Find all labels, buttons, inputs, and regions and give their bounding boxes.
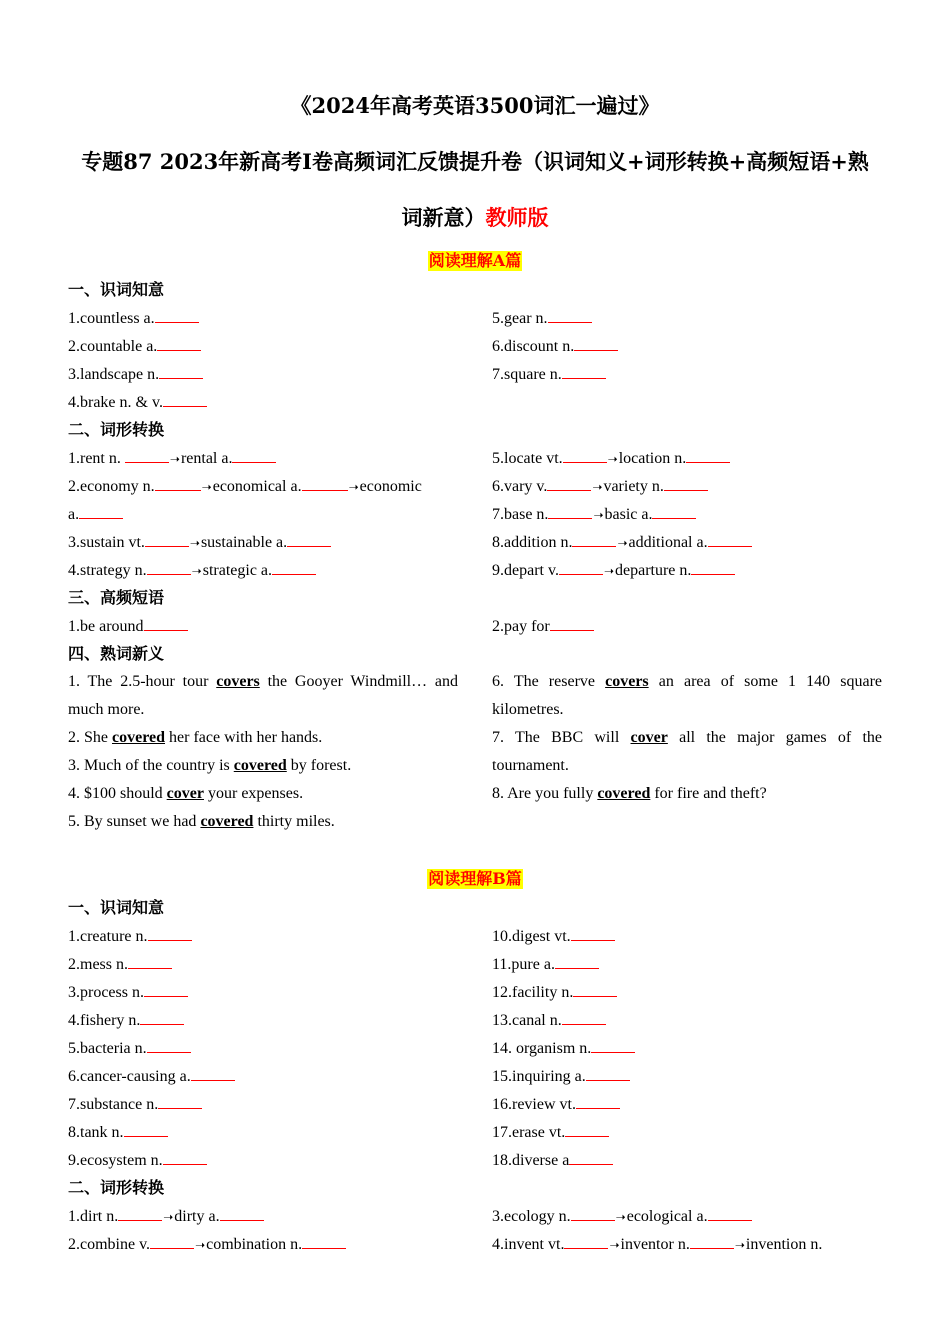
word-form-item: 4.strategy n. ➝strategic a. bbox=[68, 556, 492, 584]
answer-blank[interactable] bbox=[79, 500, 123, 519]
section-a-part2-heading: 二、词形转换 bbox=[68, 420, 165, 439]
arrow-right-icon: ➝ bbox=[609, 1238, 620, 1252]
vocab-item: 7.square n. bbox=[492, 360, 882, 388]
vocab-item: 9.ecosystem n. bbox=[68, 1146, 492, 1174]
arrow-right-icon: ➝ bbox=[169, 452, 180, 466]
section-b-part1-right bbox=[492, 922, 882, 1174]
section-a-part4-right bbox=[492, 668, 882, 836]
arrow-right-icon: ➝ bbox=[195, 1238, 206, 1252]
sentence-item: 7. The BBC will cover all the major games of the tournament. bbox=[492, 729, 882, 774]
vocab-item: 2.countable a. bbox=[68, 332, 492, 360]
word-form-item: 3.ecology n. ➝ecological a. bbox=[492, 1202, 882, 1230]
vocab-item: 6.discount n. bbox=[492, 332, 882, 360]
arrow-right-icon: ➝ bbox=[593, 508, 604, 522]
answer-blank[interactable] bbox=[302, 1230, 346, 1249]
answer-blank[interactable] bbox=[287, 528, 331, 547]
word-form-item: 2.combine v. ➝combination n. bbox=[68, 1230, 492, 1258]
word-form-item: 4.invent vt. ➝inventor n. ➝invention n. bbox=[492, 1230, 882, 1258]
keyword: covered bbox=[200, 813, 254, 830]
word-form-item: 3.sustain vt. ➝sustainable a. bbox=[68, 528, 492, 556]
section-b-part2-grid bbox=[68, 1202, 882, 1258]
section-b-part1-grid bbox=[68, 922, 882, 1174]
arrow-right-icon: ➝ bbox=[191, 564, 202, 578]
answer-blank[interactable] bbox=[691, 556, 735, 575]
document-page bbox=[68, 78, 882, 1258]
keyword: cover bbox=[630, 729, 668, 746]
answer-blank[interactable] bbox=[272, 556, 316, 575]
answer-blank[interactable] bbox=[591, 1034, 635, 1053]
section-b-header bbox=[68, 866, 882, 894]
vocab-item: 16.review vt. bbox=[492, 1090, 882, 1118]
answer-blank[interactable] bbox=[158, 1090, 202, 1109]
answer-blank[interactable] bbox=[664, 472, 708, 491]
vocab-item: 1.countless a. bbox=[68, 304, 492, 332]
section-a-label: 阅读理解A篇 bbox=[428, 251, 522, 270]
answer-blank[interactable] bbox=[125, 444, 169, 463]
keyword: covered bbox=[112, 729, 166, 746]
section-a-part1-heading: 一、识词知意 bbox=[68, 280, 165, 299]
title-line-3-text: 词新意） bbox=[401, 205, 486, 230]
word-form-item: 5.locate vt. ➝location n. bbox=[492, 444, 882, 472]
answer-blank[interactable] bbox=[564, 1230, 608, 1249]
answer-blank[interactable] bbox=[576, 1090, 620, 1109]
arrow-right-icon: ➝ bbox=[734, 1238, 745, 1252]
sentence-item: 4. $100 should cover your expenses. bbox=[68, 785, 304, 802]
section-a-part4-left bbox=[68, 668, 492, 836]
vocab-item: 4.fishery n. bbox=[68, 1006, 492, 1034]
phrase-item: 2.pay for bbox=[492, 612, 882, 640]
keyword: covers bbox=[605, 673, 649, 690]
answer-blank[interactable] bbox=[220, 1202, 264, 1221]
vocab-item: 5.bacteria n. bbox=[68, 1034, 492, 1062]
arrow-right-icon: ➝ bbox=[615, 1210, 626, 1224]
vocab-item: 5.gear n. bbox=[492, 304, 882, 332]
section-a-part1-grid bbox=[68, 304, 882, 416]
word-form-item: 1.rent n. ➝rental a. bbox=[68, 444, 492, 472]
answer-blank[interactable] bbox=[144, 978, 188, 997]
section-a-part2-grid bbox=[68, 444, 882, 584]
arrow-right-icon: ➝ bbox=[607, 452, 618, 466]
section-spacer bbox=[68, 836, 882, 864]
answer-blank[interactable] bbox=[571, 1202, 615, 1221]
answer-blank[interactable] bbox=[572, 528, 616, 547]
answer-blank[interactable] bbox=[686, 444, 730, 463]
vocab-item: 17.erase vt. bbox=[492, 1118, 882, 1146]
vocab-item: 11.pure a. bbox=[492, 950, 882, 978]
answer-blank[interactable] bbox=[708, 528, 752, 547]
section-b-part1-heading: 一、识词知意 bbox=[68, 898, 165, 917]
section-b-label: 阅读理解B篇 bbox=[428, 869, 522, 888]
arrow-right-icon: ➝ bbox=[617, 536, 628, 550]
arrow-right-icon: ➝ bbox=[348, 480, 359, 494]
section-b-part1-left bbox=[68, 922, 492, 1174]
section-a-part3-grid bbox=[68, 612, 882, 640]
answer-blank[interactable] bbox=[548, 500, 592, 519]
keyword: covered bbox=[597, 785, 651, 802]
sentence-item: 8. Are you fully covered for fire and theft? bbox=[492, 785, 767, 802]
arrow-right-icon: ➝ bbox=[603, 564, 614, 578]
answer-blank[interactable] bbox=[562, 360, 606, 379]
section-a-part3-heading: 三、高频短语 bbox=[68, 588, 165, 607]
answer-blank[interactable] bbox=[163, 388, 207, 407]
answer-blank[interactable] bbox=[690, 1230, 734, 1249]
vocab-item: 3.landscape n. bbox=[68, 360, 492, 388]
answer-blank[interactable] bbox=[571, 922, 615, 941]
answer-blank[interactable] bbox=[559, 556, 603, 575]
word-form-item: 9.depart v. ➝departure n. bbox=[492, 556, 882, 584]
vocab-item: 4.brake n. & v. bbox=[68, 388, 492, 416]
answer-blank[interactable] bbox=[155, 472, 201, 491]
answer-blank[interactable] bbox=[708, 1202, 752, 1221]
word-form-item: 2.economy n. ➝economical a. ➝economic bbox=[68, 472, 492, 500]
answer-blank[interactable] bbox=[232, 444, 276, 463]
section-a-part4-heading: 四、熟词新义 bbox=[68, 644, 165, 663]
answer-blank[interactable] bbox=[159, 360, 203, 379]
title-line-3 bbox=[68, 190, 882, 246]
answer-blank[interactable] bbox=[150, 1230, 194, 1249]
section-a-part2-right bbox=[492, 444, 882, 584]
keyword: covers bbox=[216, 673, 260, 690]
arrow-right-icon: ➝ bbox=[201, 480, 212, 494]
answer-blank[interactable] bbox=[652, 500, 696, 519]
arrow-right-icon: ➝ bbox=[592, 480, 603, 494]
vocab-item: 18.diverse a bbox=[492, 1146, 882, 1174]
title-line-1: 《2024年高考英语3500词汇一遍过》 bbox=[290, 93, 660, 118]
answer-blank[interactable] bbox=[586, 1062, 630, 1081]
sentence-item: 6. The reserve covers an area of some 1 140 square kilometres. bbox=[492, 673, 882, 718]
answer-blank[interactable] bbox=[563, 444, 607, 463]
answer-blank[interactable] bbox=[124, 1118, 168, 1137]
answer-blank[interactable] bbox=[148, 922, 192, 941]
section-a-part1-left bbox=[68, 304, 492, 416]
vocab-item: 1.creature n. bbox=[68, 922, 492, 950]
answer-blank[interactable] bbox=[569, 1146, 613, 1165]
answer-blank[interactable] bbox=[550, 612, 594, 631]
section-a-part1-right bbox=[492, 304, 882, 416]
vocab-item: 12.facility n. bbox=[492, 978, 882, 1006]
answer-blank[interactable] bbox=[562, 1006, 606, 1025]
answer-blank[interactable] bbox=[565, 1118, 609, 1137]
arrow-right-icon: ➝ bbox=[189, 536, 200, 550]
answer-blank[interactable] bbox=[144, 612, 188, 631]
section-b-part2-heading: 二、词形转换 bbox=[68, 1178, 165, 1197]
answer-blank[interactable] bbox=[547, 472, 591, 491]
word-form-item-continued: a. bbox=[68, 500, 492, 528]
answer-blank[interactable] bbox=[302, 472, 348, 491]
section-b-part2-right bbox=[492, 1202, 882, 1258]
word-form-item: 8.addition n. ➝additional a. bbox=[492, 528, 882, 556]
section-a-header bbox=[68, 248, 882, 276]
answer-blank[interactable] bbox=[157, 332, 201, 351]
answer-blank[interactable] bbox=[555, 950, 599, 969]
vocab-item: 10.digest vt. bbox=[492, 922, 882, 950]
teacher-edition-label: 教师版 bbox=[485, 205, 549, 230]
phrase-item: 1.be around bbox=[68, 612, 492, 640]
sentence-item: 3. Much of the country is covered by forest. bbox=[68, 757, 352, 774]
sentence-item: 5. By sunset we had covered thirty miles. bbox=[68, 813, 335, 830]
vocab-item: 13.canal n. bbox=[492, 1006, 882, 1034]
vocab-item: 7.substance n. bbox=[68, 1090, 492, 1118]
answer-blank[interactable] bbox=[191, 1062, 235, 1081]
sentence-item: 2. She covered her face with her hands. bbox=[68, 729, 323, 746]
word-form-item: 1.dirt n. ➝dirty a. bbox=[68, 1202, 492, 1230]
vocab-item: 14. organism n. bbox=[492, 1034, 882, 1062]
answer-blank[interactable] bbox=[155, 304, 199, 323]
answer-blank[interactable] bbox=[574, 332, 618, 351]
keyword: covered bbox=[233, 757, 287, 774]
answer-blank[interactable] bbox=[128, 950, 172, 969]
answer-blank[interactable] bbox=[147, 556, 191, 575]
title-line-2: 专题87 2023年新高考I卷高频词汇反馈提升卷（识词知义+词形转换+高频短语+熟 bbox=[81, 149, 869, 174]
answer-blank[interactable] bbox=[163, 1146, 207, 1165]
answer-blank[interactable] bbox=[573, 978, 617, 997]
answer-blank[interactable] bbox=[140, 1006, 184, 1025]
vocab-item: 8.tank n. bbox=[68, 1118, 492, 1146]
section-b-part2-left bbox=[68, 1202, 492, 1258]
arrow-right-icon: ➝ bbox=[163, 1210, 174, 1224]
keyword: cover bbox=[166, 785, 204, 802]
word-form-item: 6.vary v. ➝variety n. bbox=[492, 472, 882, 500]
vocab-item: 6.cancer-causing a. bbox=[68, 1062, 492, 1090]
vocab-item: 2.mess n. bbox=[68, 950, 492, 978]
word-form-item: 7.base n. ➝basic a. bbox=[492, 500, 882, 528]
vocab-item: 3.process n. bbox=[68, 978, 492, 1006]
sentence-item: 1. The 2.5-hour tour covers the Gooyer Windmill… and much more. bbox=[68, 673, 459, 718]
answer-blank[interactable] bbox=[145, 528, 189, 547]
answer-blank[interactable] bbox=[548, 304, 592, 323]
vocab-item: 15.inquiring a. bbox=[492, 1062, 882, 1090]
answer-blank[interactable] bbox=[147, 1034, 191, 1053]
answer-blank[interactable] bbox=[118, 1202, 162, 1221]
section-a-part4-grid bbox=[68, 668, 882, 836]
section-a-part2-left bbox=[68, 444, 492, 584]
